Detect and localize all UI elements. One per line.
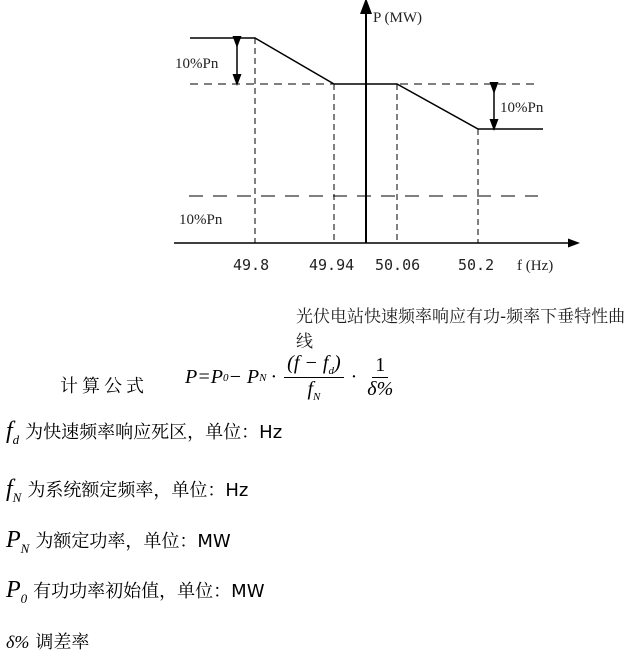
def-symbol: $f_N$: [6, 476, 22, 505]
formula-dot: ·: [270, 366, 278, 388]
def-symbol: $P_0$: [6, 577, 28, 606]
formula-lhs: P=P: [185, 366, 223, 388]
def-symbol: δ%: [6, 632, 30, 652]
formula-minus-pn: − P: [228, 366, 260, 388]
formula-delta: δ%: [367, 378, 394, 400]
formula-sub: d: [328, 365, 334, 377]
formula-one: 1: [372, 354, 388, 378]
x-tick-49.94: 49.94: [309, 256, 355, 274]
band-label-upper-left: 10%Pn: [175, 56, 219, 72]
formula-sub: N: [259, 371, 267, 384]
band-label-right: 10%Pn: [500, 100, 544, 116]
definition-delta: [6, 628, 89, 654]
y-axis-label: P (MW): [373, 10, 423, 26]
formula-sub: 0: [222, 371, 229, 384]
band-label-lower-left: 10%Pn: [179, 212, 223, 228]
x-tick-50.2: 50.2: [458, 256, 495, 274]
formula: [185, 352, 399, 403]
formula-fraction-delta: [364, 354, 396, 401]
def-text: 为额定功率，单位：MW: [35, 531, 231, 552]
x-tick-50.06: 50.06: [375, 256, 421, 274]
def-text: 为快速频率响应死区，单位：Hz: [25, 422, 283, 443]
formula-fraction: [284, 352, 343, 403]
definition-p0: [6, 577, 265, 607]
def-text: 调差率: [35, 632, 90, 653]
formula-numerator: [284, 352, 343, 378]
formula-denominator: [304, 378, 323, 403]
formula-label: 计算公式: [60, 376, 148, 397]
x-axis-label: f (Hz): [517, 258, 554, 274]
def-text: 为系统额定频率，单位：Hz: [27, 480, 249, 501]
num-text: (f − f: [287, 352, 329, 374]
def-symbol: $P_N$: [6, 527, 30, 556]
definition-fd: [6, 418, 282, 448]
def-symbol: $f_d$: [6, 418, 20, 447]
formula-dot: ·: [350, 366, 358, 388]
definition-pn: [6, 527, 231, 557]
definition-fn: [6, 476, 248, 506]
formula-sub: N: [313, 391, 321, 403]
num-close: ): [333, 352, 341, 374]
den-text: f: [307, 378, 313, 400]
diagram-caption: 光伏电站快速频率响应有功-频率下垂特性曲线: [296, 307, 626, 352]
def-text: 有功功率初始值，单位：MW: [33, 581, 265, 602]
x-tick-49.8: 49.8: [233, 256, 270, 274]
droop-characteristic-diagram: [0, 0, 640, 300]
